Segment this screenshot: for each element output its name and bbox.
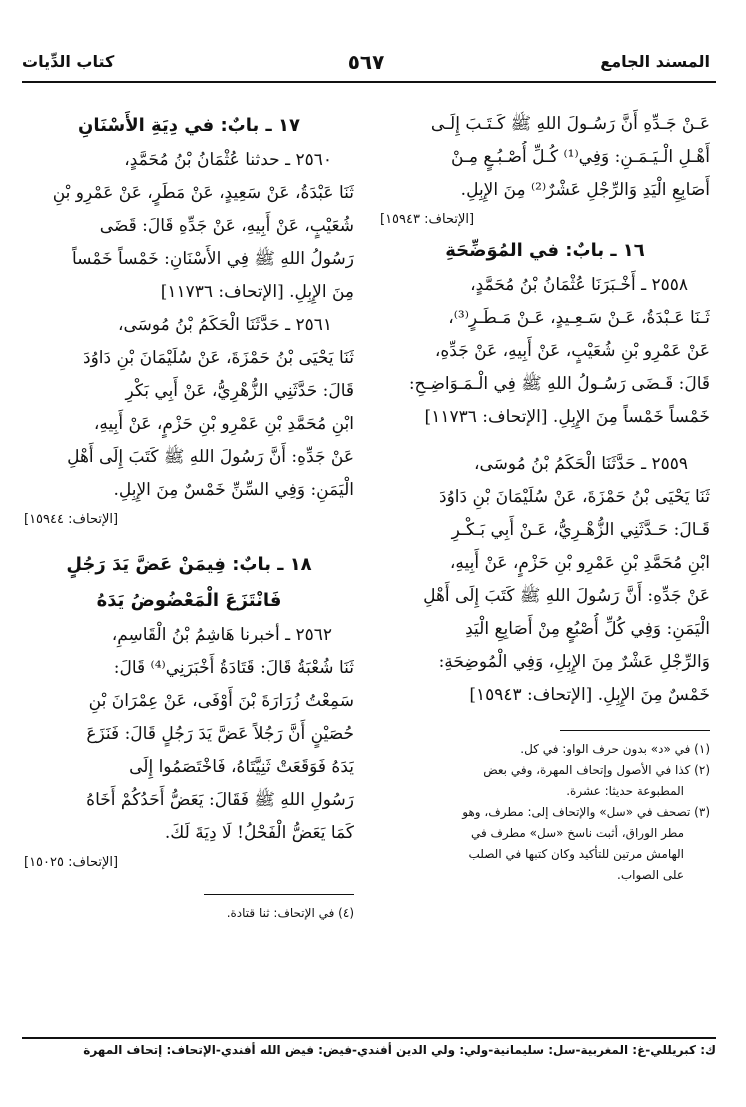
- footnote: الهامش مرتين للتأكيد وكان كتبها في الصلب: [468, 847, 684, 861]
- hadith-2562-line: ثَنَا شُعْبَةُ قَالَ: قَتَادَةُ أَخْبَرَنِي⁽⁴⁾ قَالَ:: [113, 658, 354, 678]
- hadith-2560-line: ثَنَا عَبْدَةُ، عَنْ سَعِيدٍ، عَنْ مَطَرٍ، عَنْ عَمْرِو بْنِ: [52, 183, 354, 203]
- ithaf-reference: [الإتحاف: ١٥٩٤٣]: [380, 212, 475, 227]
- chapter-heading-18-cont: فَانْتَزَعَ الْمَعْضُوضُ يَدَهُ: [96, 590, 282, 611]
- text-line: أَصَابِعِ الْيَدِ وَالرِّجْلِ عَشْرٌ⁽²⁾ مِنَ الإِبِلِ.: [460, 180, 710, 200]
- hadith-2559-line: عَنْ جَدِّهِ: أَنَّ رَسُولَ اللهِ ﷺ كَتَبَ إِلَى أَهْلِ: [423, 586, 710, 606]
- footnote: (٤) في الإتحاف: ثنا قتادة.: [226, 906, 354, 920]
- footnote: (٣) تصحف في «سل» والإتحاف إلى: مطرف، وهو: [462, 805, 710, 819]
- footnote: على الصواب.: [617, 868, 684, 882]
- hadith-2562-line: سَمِعْتُ زُرَارَةَ بْنَ أَوْفَى، عَنْ عِمْرَانَ بْنِ: [88, 691, 354, 711]
- hadith-2562-line: يَدَهُ فَوَقَعَتْ ثَنِيَّتَاهُ، فَاخْتَصَمُوا إِلَى: [129, 757, 354, 777]
- hadith-2562-line: ٢٥٦٢ ـ أخبرنا هَاشِمُ بْنُ الْقَاسِمِ،: [111, 625, 332, 645]
- hadith-2560-line: ٢٥٦٠ ـ حدثنا عُثْمَانُ بْنُ مُحَمَّدٍ،: [124, 150, 332, 170]
- footnote-rule: [560, 730, 710, 731]
- footnote-rule: [204, 894, 354, 895]
- header-rule: [22, 81, 716, 83]
- page-header: [22, 50, 710, 78]
- hadith-2559-line: ابْنِ مُحَمَّدِ بْنِ عَمْرِو بْنِ حَزْمٍ، عَنْ أَبِيهِ،: [449, 553, 710, 573]
- hadith-2562-line: حُصَيْنٍ أَنَّ رَجُلاً عَضَّ يَدَ رَجُلٍ قَالَ: فَنَزَعَ: [86, 724, 354, 744]
- hadith-2558-line: عَنْ عَمْرِو بْنِ شُعَيْبٍ، عَنْ أَبِيهِ، عَنْ جَدِّهِ،: [434, 341, 710, 361]
- chapter-title: كتاب الدِّيات: [22, 52, 115, 71]
- chapter-heading-17: ١٧ ـ بابٌ: في دِيَةِ الأَسْنَانِ: [78, 115, 300, 136]
- hadith-2560-line: رَسُولُ اللهِ ﷺ فِي الأَسْنَانِ: خَمْساً خَمْساً: [71, 249, 354, 269]
- footer-rule: [22, 1037, 716, 1039]
- text-line: عَـنْ جَـدِّهِ أَنَّ رَسُـولَ اللهِ ﷺ كَـتَـبَ إِلَـى: [430, 114, 710, 134]
- hadith-2559-line: وَالرِّجْلِ عَشْرٌ مِنَ الإِبِلِ، وَفِي الْمُوضِحَةِ:: [438, 652, 710, 672]
- hadith-2562-line: رَسُولِ اللهِ ﷺ فَقَالَ: يَعَضُّ أَحَدُكُمْ أَخَاهُ: [86, 790, 354, 810]
- right-column: [380, 108, 710, 886]
- running-title: المسند الجامع: [600, 52, 710, 71]
- hadith-2561-line: ثَنَا يَحْيَى بْنُ حَمْزَةَ، عَنْ سُلَيْمَانَ بْنِ دَاوُدَ: [83, 348, 354, 368]
- hadith-2561-line: عَنْ جَدِّهِ: أَنَّ رَسُولَ اللهِ ﷺ كَتَبَ إِلَى أَهْلِ: [67, 447, 354, 467]
- footnote: (٢) كذا في الأصول وإتحاف المهرة، وفي بعض: [483, 763, 710, 777]
- left-column: [24, 108, 354, 924]
- hadith-2559-line: الْيَمَنِ: وَفِي كُلِّ أُصْبُعٍ مِنْ أَصَابِعِ الْيَدِ: [465, 619, 710, 639]
- hadith-2561-line: قَالَ: حَدَّثَنِي الزُّهْرِيُّ، عَنْ أَبِي بَكْرِ: [125, 381, 354, 401]
- footnote: مطر الوراق، أثبت ناسخ «سل» مطرف في: [470, 826, 684, 840]
- ithaf-reference: [الإتحاف: ١٥٩٤٤]: [24, 512, 119, 527]
- hadith-2561-line: ابْنِ مُحَمَّدِ بْنِ عَمْرِو بْنِ حَزْمٍ، عَنْ أَبِيهِ،: [93, 414, 354, 434]
- page-number: ٥٦٧: [347, 50, 385, 74]
- hadith-2559-line: خَمْسٌ مِنَ الإِبِلِ. [الإتحاف: ١٥٩٤٣]: [469, 685, 710, 705]
- ithaf-reference: [الإتحاف: ١٥٠٢٥]: [24, 855, 119, 870]
- hadith-2558-line: خَمْساً خَمْساً مِنَ الإِبِلِ. [الإتحاف: ١١٧٣٦]: [424, 407, 710, 427]
- hadith-2559-line: ٢٥٥٩ ـ حَدَّثَنَا الْحَكَمُ بْنُ مُوسَى،: [473, 454, 688, 474]
- chapter-heading-16: ١٦ ـ بابٌ: في المُوَضِّحَةِ: [445, 240, 645, 261]
- footnote: (١) في «د» بدون حرف الواو: في كل.: [520, 742, 710, 756]
- text-line: أَهْـلِ الْـيَـمَـنِ: وَفِي⁽¹⁾ كُـلِّ أُصْـبُـعٍ مِـنْ: [450, 147, 710, 167]
- hadith-2560-line: مِنَ الإِبِلِ. [الإتحاف: ١١٧٣٦]: [160, 282, 354, 302]
- hadith-2561-line: ٢٥٦١ ـ حَدَّثَنَا الْحَكَمُ بْنُ مُوسَى،: [117, 315, 332, 335]
- manuscript-key: ك: كبريللي-غ: المغربية-سل: سليمانية-ولي: ولي الدين أفندي-فيض: فيض الله أفندي-الإتحاف: إتحاف المهرة: [83, 1043, 716, 1057]
- hadith-2559-line: قَـالَ: حَـدَّثَنِي الزُّهْـرِيُّ، عَـنْ أَبِي بَـكْـرِ: [451, 520, 710, 540]
- hadith-2558-line: ثَـنَا عَـبْدَةُ، عَـنْ سَـعِـيدٍ، عَـنْ مَـطَـرٍ⁽³⁾،: [448, 308, 710, 328]
- footnote: المطبوعة حديثا: عشرة.: [566, 784, 684, 798]
- chapter-heading-18: ١٨ ـ بابٌ: فِيمَنْ عَضَّ يَدَ رَجُلٍ: [66, 554, 312, 575]
- hadith-2558-line: ٢٥٥٨ ـ أَخْـبَرَنَا عُثْمَانُ بْنُ مُحَمَّدٍ،: [470, 275, 688, 295]
- hadith-2558-line: قَالَ: قَـضَى رَسُـولُ اللهِ ﷺ فِي الْـمَـوَاضِـحِ:: [408, 374, 710, 394]
- hadith-2561-line: الْيَمَنِ: وَفِي السِّنِّ خَمْسٌ مِنَ الإِبِلِ.: [113, 480, 354, 500]
- hadith-2560-line: شُعَيْبٍ، عَنْ أَبِيهِ، عَنْ جَدِّهِ قَالَ: قَضَى: [99, 216, 354, 236]
- hadith-2562-line: كَمَا يَعَضُّ الْفَحْلُ! لَا دِيَةَ لَكَ.: [164, 823, 354, 843]
- hadith-2559-line: ثَنَا يَحْيَى بْنُ حَمْزَةَ، عَنْ سُلَيْمَانَ بْنِ دَاوُدَ: [439, 487, 710, 507]
